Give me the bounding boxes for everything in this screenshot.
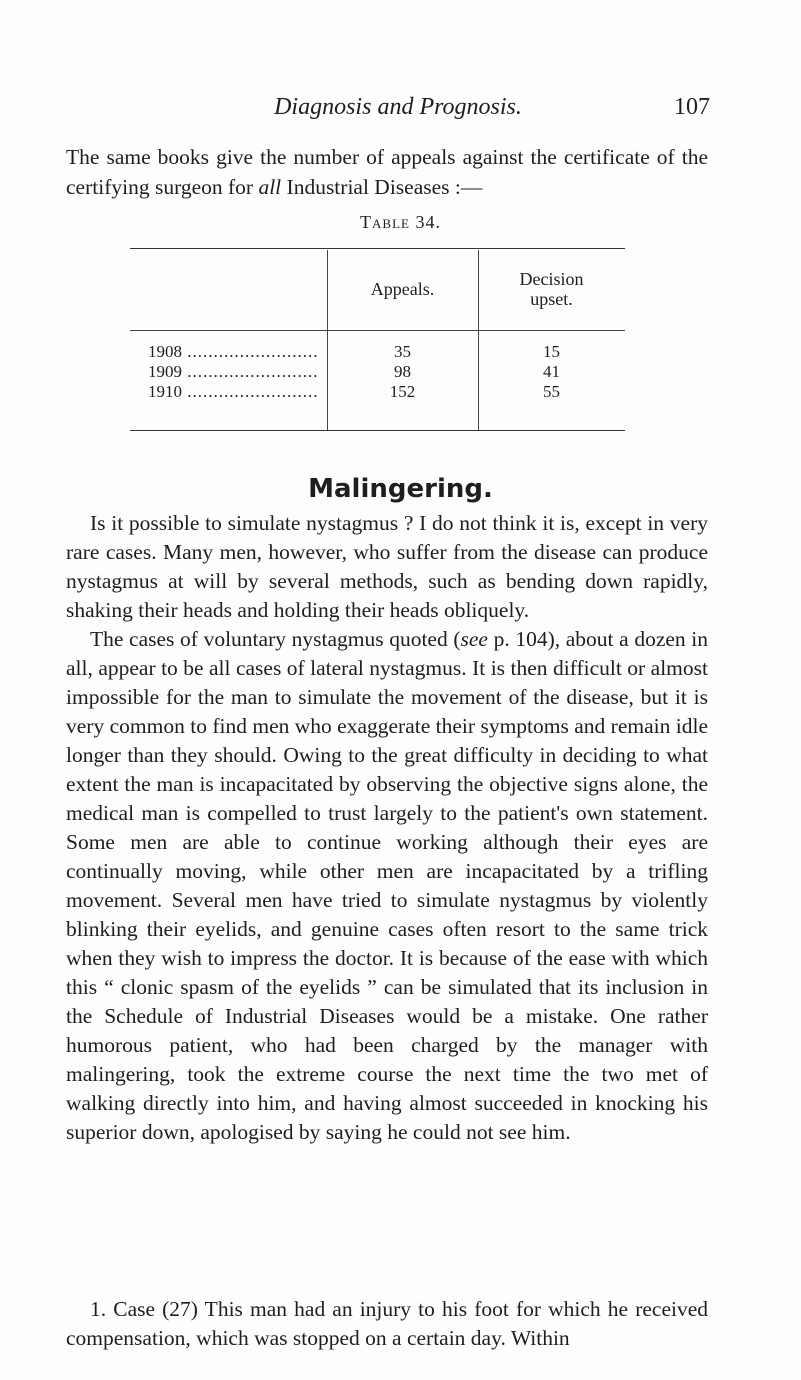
running-head	[62, 92, 710, 126]
table-header-rule	[130, 330, 625, 331]
table-caption: Table 34.	[360, 212, 441, 232]
paragraph-1: Is it possible to simulate nystagmus ? I do not think it is, except in very rare cases. Many men, however, who suffer from the disease can produce nystagmus at will by several methods, such as bending down rapidly, shaking their heads and holding their heads obliquely.	[66, 511, 708, 622]
row-year: 1910 .....	[148, 382, 318, 402]
row-appeals: 152	[389, 382, 416, 401]
row-year: 1909 .....	[148, 362, 318, 382]
paragraph-2: The cases of voluntary nystagmus quoted (see p. 104), about a dozen in all, appear to be all cases of lateral nystagmus. It is then difficult or almost impossible for the man to simulate the movement of the disease, but it is very common to find men who exaggerate their symptoms and remain idle longer than they should. Owing to the great difficulty in deciding to what extent the man is incapacitated by observing the objective signs alone, the medical man is compelled to trust largely to the patient's own statement. Some men are able to continue working although their eyes are continually moving, while other men are incapacitated by a trifling movement. Several men have tried to simulate nystagmus by violently blinking their eyelids, and genuine cases often resort to the same trick when they wish to impress the doctor. It is because of the ease with which this “ clonic spasm of the eyelids ” can be simulated that its inclusion in the Schedule of Industrial Diseases would be a mistake. One rather humorous patient, who had been charged by the manager with malingering, took the extreme course the next time the two met of walking directly into him, and having almost succeeded in knocking his superior down, apologised by saying he could not see him.	[66, 627, 709, 1144]
row-year: 1908 .....	[148, 342, 318, 362]
row-decision-upset: 15	[543, 342, 560, 361]
page-number: 107	[674, 94, 710, 120]
table-body	[130, 342, 625, 402]
italic-see: see	[460, 627, 488, 651]
table-bottom-rule	[130, 430, 625, 431]
row-appeals: 98	[394, 362, 411, 381]
column-header-decision-upset: Decision upset.	[519, 269, 584, 309]
section-heading: Malingering.	[308, 474, 493, 504]
appeals-table	[130, 248, 625, 432]
intro-italic-word: all	[258, 175, 282, 199]
case-item: 1. Case (27) This man had an injury to his foot for which he received compensation, which was stopped on a certain day. Within	[66, 1297, 708, 1350]
row-decision-upset: 55	[543, 382, 560, 401]
section-body	[66, 509, 708, 1147]
row-appeals: 35	[394, 342, 411, 361]
intro-text-before: The same books give the number of appeals against the certificate of the certifying surgeon for	[66, 145, 708, 199]
intro-text-after: Industrial Diseases :—	[281, 175, 483, 199]
column-header-appeals: Appeals.	[370, 279, 435, 299]
intro-paragraph	[66, 142, 708, 202]
row-decision-upset: 41	[543, 362, 560, 381]
table-row	[130, 382, 625, 402]
table-row	[130, 342, 625, 362]
running-title: Diagnosis and Prognosis.	[274, 94, 522, 120]
table-row	[130, 362, 625, 382]
